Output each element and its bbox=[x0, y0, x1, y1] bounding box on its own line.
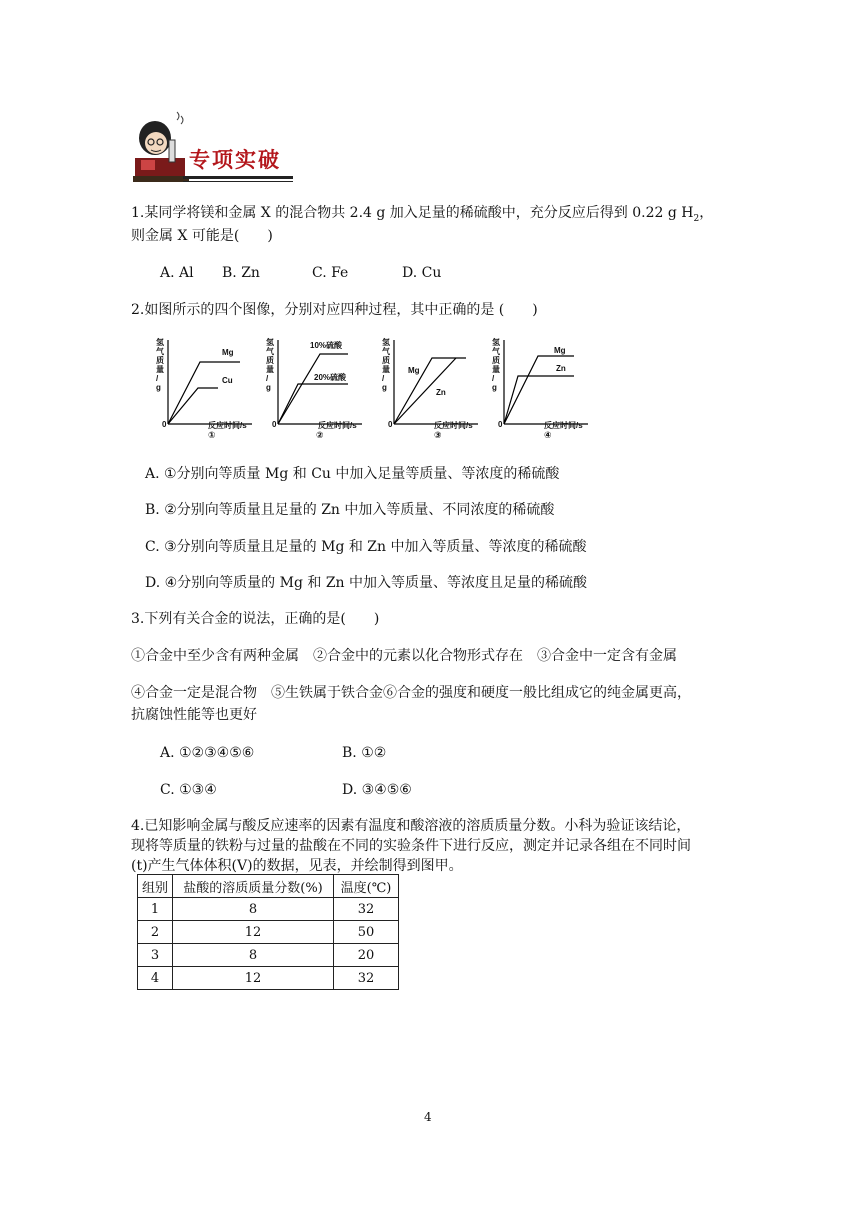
graph-2-ylabel: 氢 气 质 量 / g bbox=[266, 338, 274, 392]
graph-3-origin: 0 bbox=[388, 420, 393, 429]
page-number: 4 bbox=[424, 1110, 432, 1124]
table-cell: 8 bbox=[173, 898, 334, 921]
table-cell: 32 bbox=[334, 967, 399, 990]
graph-4-label-zn: Zn bbox=[556, 364, 566, 373]
q1-option-c: C. Fe bbox=[312, 265, 349, 281]
graph-2-number: ② bbox=[316, 430, 324, 440]
graph-2-label-20pct: 20%硫酸 bbox=[314, 373, 347, 382]
q4-stem-line2: 现将等质量的铁粉与过量的盐酸在不同的实验条件下进行反应，测定并记录各组在不同时间 bbox=[131, 838, 691, 854]
banner-title: 专项实破 bbox=[189, 148, 281, 172]
graph-1-ylabel: 氢 气 质 量 / g bbox=[156, 338, 164, 392]
q3-statement-line3: 抗腐蚀性能等也更好 bbox=[131, 707, 257, 723]
q3-option-a: A. ①②③④⑤⑥ bbox=[160, 745, 255, 761]
q3-option-d: D. ③④⑤⑥ bbox=[342, 782, 412, 798]
graph-1-label-cu: Cu bbox=[222, 376, 233, 385]
table-cell: 12 bbox=[173, 967, 334, 990]
table-row bbox=[138, 921, 399, 944]
q3-statement-line1: ①合金中至少含有两种金属 ②合金中的元素以化合物形式存在 ③合金中一定含有金属 bbox=[131, 648, 677, 664]
table-row bbox=[138, 898, 399, 921]
table-cell: 32 bbox=[334, 898, 399, 921]
graph-3-xlabel: 反应时间/s bbox=[434, 421, 473, 430]
table-row bbox=[138, 967, 399, 990]
table-cell: 3 bbox=[138, 944, 173, 967]
q4-stem-line1: 4.已知影响金属与酸反应速率的因素有温度和酸溶液的溶质质量分数。小科为验证该结论， bbox=[131, 818, 691, 834]
q2-stem: 2.如图所示的四个图像，分别对应四种过程，其中正确的是 ( ) bbox=[131, 302, 538, 318]
graph-3 bbox=[378, 336, 482, 440]
table-cell: 12 bbox=[173, 921, 334, 944]
table-cell: 20 bbox=[334, 944, 399, 967]
graph-4-number: ④ bbox=[544, 430, 552, 440]
q1-stem-line1: 1.某同学将镁和金属 X 的混合物共 2.4 g 加入足量的稀硫酸中，充分反应后得到 0.22 g $H_2$， bbox=[131, 205, 714, 224]
table-cell: 50 bbox=[334, 921, 399, 944]
graph-4-label-mg: Mg bbox=[554, 346, 566, 355]
table-cell: 1 bbox=[138, 898, 173, 921]
q3-option-c: C. ①③④ bbox=[160, 782, 217, 798]
table-header-cell: 组别 bbox=[138, 875, 173, 898]
banner-divider-thin bbox=[183, 181, 293, 182]
experiment-table bbox=[137, 874, 399, 990]
q1-option-b: B. Zn bbox=[222, 265, 260, 281]
graph-3-ylabel: 氢 气 质 量 / g bbox=[382, 338, 390, 392]
table-header-cell: 盐酸的溶质质量分数(%) bbox=[173, 875, 334, 898]
graph-4-xlabel: 反应时间/s bbox=[544, 421, 583, 430]
table-cell: 8 bbox=[173, 944, 334, 967]
q2-option-b: B. ②分别向等质量且足量的 Zn 中加入等质量、不同浓度的稀硫酸 bbox=[145, 502, 555, 518]
q1-stem-line2: 则金属 X 可能是( ) bbox=[131, 228, 273, 244]
q2-option-d: D. ④分别向等质量的 Mg 和 Zn 中加入等质量、等浓度且足量的稀硫酸 bbox=[145, 575, 588, 591]
q1-option-d: D. Cu bbox=[402, 265, 442, 281]
q3-statement-line2: ④合金一定是混合物 ⑤生铁属于铁合金⑥合金的强度和硬度一般比组成它的纯金属更高， bbox=[131, 685, 691, 701]
banner-divider bbox=[183, 176, 293, 179]
graph-2-xlabel: 反应时间/s bbox=[318, 421, 357, 430]
graph-4-ylabel: 氢 气 质 量 / g bbox=[492, 338, 500, 392]
q3-stem: 3.下列有关合金的说法，正确的是( ) bbox=[131, 611, 380, 627]
table-header-cell: 温度(℃) bbox=[334, 875, 399, 898]
graph-3-number: ③ bbox=[434, 430, 442, 440]
graph-1-xlabel: 反应时间/s bbox=[208, 421, 247, 430]
graph-1-origin: 0 bbox=[162, 420, 167, 429]
student-cartoon-icon bbox=[129, 110, 191, 184]
q4-stem-line3: (t)产生气体体积(V)的数据，见表，并绘制得到图甲。 bbox=[131, 858, 463, 874]
table-header-row bbox=[138, 875, 399, 898]
q1-option-a: A. Al bbox=[160, 265, 194, 281]
graph-1-number: ① bbox=[208, 430, 216, 440]
graph-1 bbox=[152, 336, 256, 440]
graph-4 bbox=[488, 336, 592, 440]
graph-3-label-zn: Zn bbox=[436, 388, 446, 397]
graph-3-label-mg: Mg bbox=[408, 366, 420, 375]
graph-4-origin: 0 bbox=[498, 420, 503, 429]
section-banner bbox=[129, 110, 295, 184]
graph-1-label-mg: Mg bbox=[222, 348, 234, 357]
table-cell: 2 bbox=[138, 921, 173, 944]
table-cell: 4 bbox=[138, 967, 173, 990]
graph-2 bbox=[262, 336, 366, 440]
table-row bbox=[138, 944, 399, 967]
q3-option-b: B. ①② bbox=[342, 745, 387, 761]
graph-2-label-10pct: 10%硫酸 bbox=[310, 341, 343, 350]
q2-option-a: A. ①分别向等质量 Mg 和 Cu 中加入足量等质量、等浓度的稀硫酸 bbox=[145, 466, 560, 482]
graph-2-origin: 0 bbox=[272, 420, 277, 429]
q2-option-c: C. ③分别向等质量且足量的 Mg 和 Zn 中加入等质量、等浓度的稀硫酸 bbox=[145, 539, 587, 555]
